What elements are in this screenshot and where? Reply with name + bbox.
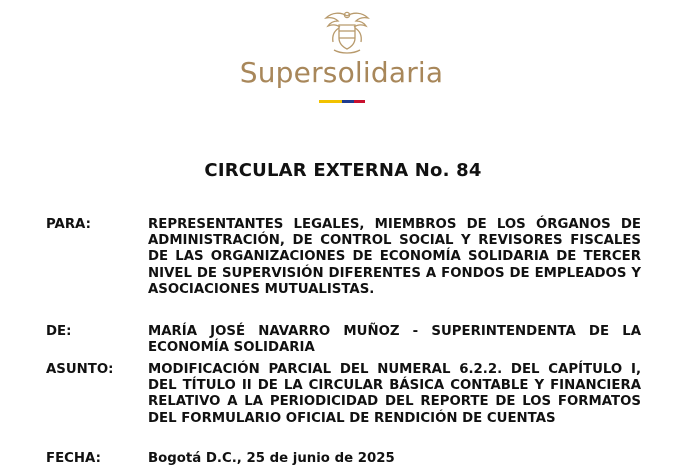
logo — [0, 6, 693, 58]
flag-red — [354, 100, 365, 103]
field-fecha — [46, 451, 641, 467]
field-value: REPRESENTANTES LEGALES, MIEMBROS DE LOS ÓRGANOS DE ADMINISTRACIÓN, DE CONTROL SOCIAL Y REVISORES FISCALES DE LAS ORGANIZACIONES DE ECONOMÍA SOLIDARIA DE TERCER NIVEL DE SUPERVISIÓN DIFERENTES A FONDOS DE EMPLEADOS Y ASOCIACIONES MUTUALISTAS. — [148, 217, 641, 297]
field-label: DE: — [46, 324, 72, 339]
colombia-coat-of-arms-icon — [321, 6, 373, 58]
brand-name: Supersolidaria — [239, 56, 444, 89]
field-label: PARA: — [46, 217, 91, 232]
flag-stripe — [319, 100, 365, 103]
field-value: MODIFICACIÓN PARCIAL DEL NUMERAL 6.2.2. DEL CAPÍTULO I, DEL TÍTULO II DE LA CIRCULAR BÁSICA CONTABLE Y FINANCIERA RELATIVO A LA PERIODICIDAD DEL REPORTE DE LOS FORMATOS DEL FORMULARIO OFICIAL DE RENDICIÓN DE CUENTAS — [148, 362, 641, 426]
field-asunto — [46, 362, 641, 427]
flag-blue — [342, 100, 354, 103]
document-title: CIRCULAR EXTERNA No. 84 — [204, 160, 482, 181]
field-value: Bogotá D.C., 25 de junio de 2025 — [148, 451, 395, 466]
field-value: MARÍA JOSÉ NAVARRO MUÑOZ - SUPERINTENDENTA DE LA ECONOMÍA SOLIDARIA — [148, 324, 641, 356]
field-label: FECHA: — [46, 451, 101, 466]
field-para — [46, 217, 641, 298]
field-de — [46, 324, 641, 356]
field-label: ASUNTO: — [46, 362, 114, 377]
flag-yellow — [319, 100, 342, 103]
